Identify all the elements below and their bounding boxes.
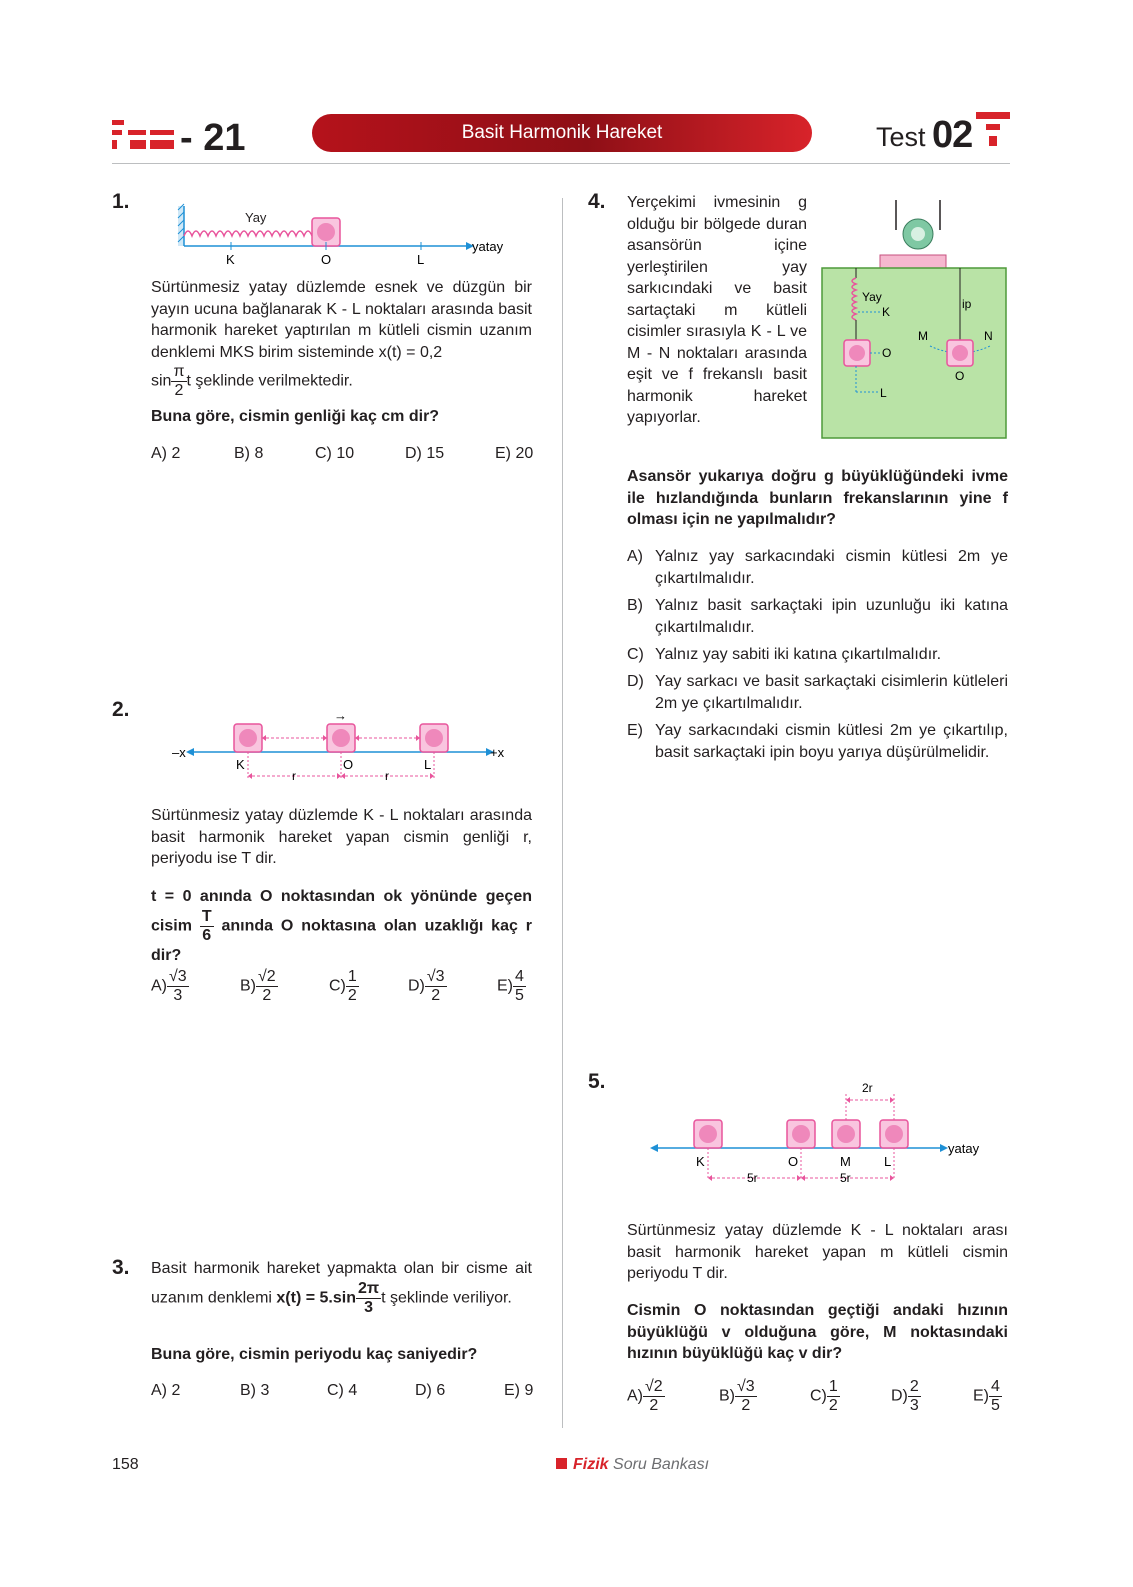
q4-option-c[interactable] xyxy=(627,644,1008,666)
q3-option-e[interactable]: E) 9 xyxy=(504,1382,534,1399)
question-1-number: 1. xyxy=(112,190,130,213)
question-4-options xyxy=(627,546,1008,769)
q4-option-d[interactable] xyxy=(627,671,1008,715)
q4-option-a-text: Yalnız yay sarkacındaki cismin kütlesi 2m ye çıkartılmalıdır. xyxy=(655,548,1008,587)
q5-option-d[interactable] xyxy=(891,1378,921,1415)
q5-option-b-num: √3 xyxy=(737,1378,755,1395)
q2-option-a[interactable] xyxy=(151,968,189,1005)
question-5-figure xyxy=(650,1078,990,1190)
q5-option-e-letter: E) xyxy=(973,1387,989,1405)
question-4-figure xyxy=(820,200,1010,442)
q2-r1-label: r xyxy=(292,769,296,783)
logo-graphic xyxy=(112,112,252,156)
q4-spring-label: Yay xyxy=(862,290,882,304)
q2-option-a-num: √3 xyxy=(169,968,187,985)
q5-option-b-letter: B) xyxy=(719,1387,735,1405)
q2-option-c[interactable] xyxy=(329,968,359,1005)
q2-option-b-den: 2 xyxy=(262,987,272,1004)
q1-frac-num: π xyxy=(173,363,185,380)
q1-spring-label: Yay xyxy=(245,210,267,225)
question-3-options xyxy=(151,1382,532,1404)
question-4-number: 4. xyxy=(588,190,606,213)
q5-option-c[interactable] xyxy=(810,1378,840,1415)
column-divider xyxy=(562,198,563,1428)
q3-equation: x(t) = 5.sin xyxy=(276,1289,356,1307)
q1-option-d[interactable]: D) 15 xyxy=(405,445,445,462)
q4-point-k: K xyxy=(882,305,891,319)
q2-point-k: K xyxy=(236,757,245,772)
book-name: Soru Bankası xyxy=(613,1456,710,1473)
q3-option-b[interactable]: B) 3 xyxy=(240,1382,270,1399)
q1-option-b[interactable]: B) 8 xyxy=(234,445,264,462)
q4-option-c-letter: C) xyxy=(627,646,644,663)
q4-option-e-text: Yay sarkacındaki cismin kütlesi 2m ye çıkartılıp, basit sarkaçtaki ipin boyu yarıya düşürülmelidir. xyxy=(655,722,1008,761)
q4-option-a[interactable] xyxy=(627,546,1008,590)
q1-text-part1: Sürtünmesiz yatay düzlemde esnek ve düzgün bir yayın ucuna bağlanarak K - L noktaları arasında basit harmonik hareket yaptırılan m kütleli cismin uzanım denklemi MKS birim sisteminde x(t) = 0,2 xyxy=(151,279,532,361)
q2-option-b[interactable] xyxy=(240,968,278,1005)
q4-point-n: N xyxy=(984,329,993,343)
topic-banner xyxy=(312,114,812,152)
question-1-options xyxy=(151,445,532,467)
q2-point-l: L xyxy=(424,757,432,772)
test-number: 02 xyxy=(932,114,973,156)
q2-prompt-fraction xyxy=(200,908,214,945)
q4-option-a-letter: A) xyxy=(627,548,643,565)
question-5-text: Sürtünmesiz yatay düzlemde K - L noktaları arası basit harmonik hareket yapan m kütleli cismin periyodu T dir. xyxy=(627,1222,1008,1282)
question-3-text xyxy=(151,1258,532,1317)
series-number: - 21 xyxy=(180,117,246,156)
q5-option-c-letter: C) xyxy=(810,1387,827,1405)
q2-option-b-num: √2 xyxy=(258,968,276,985)
q5-option-a-letter: A) xyxy=(627,1387,643,1405)
q5-point-o: O xyxy=(788,1154,799,1169)
q3-frac-den: 3 xyxy=(364,1298,374,1316)
q5-top-distance: 2r xyxy=(862,1081,873,1095)
q2-option-d[interactable] xyxy=(408,968,447,1005)
q2-frac-den: 6 xyxy=(202,926,212,944)
page-number: 158 xyxy=(112,1456,139,1473)
q1-option-e[interactable]: E) 20 xyxy=(495,445,534,462)
test-label: Test xyxy=(876,122,926,152)
q5-option-e-den: 5 xyxy=(991,1397,1000,1414)
book-title xyxy=(556,1456,709,1474)
q5-option-d-num: 2 xyxy=(909,1378,919,1395)
question-1-prompt: Buna göre, cismin genliği kaç cm dir? xyxy=(151,408,440,425)
q4-option-b[interactable] xyxy=(627,595,1008,639)
topic-title: Basit Harmonik Hareket xyxy=(461,122,663,143)
q5-option-a-den: 2 xyxy=(649,1397,659,1414)
q2-direction-arrow: → xyxy=(334,708,347,723)
q1-frac-den: 2 xyxy=(174,382,184,399)
q2-option-c-num: 1 xyxy=(347,968,357,985)
q5-option-d-den: 3 xyxy=(909,1397,919,1414)
square-bullet-icon xyxy=(556,1458,567,1469)
q5-option-e-num: 4 xyxy=(991,1378,1000,1395)
book-subject: Fizik xyxy=(573,1456,609,1473)
q2-option-d-den: 2 xyxy=(431,987,441,1004)
q5-option-d-letter: D) xyxy=(891,1387,908,1405)
header-divider xyxy=(112,163,1010,164)
q5-dist1-label: 5r xyxy=(747,1171,758,1185)
q5-option-a[interactable] xyxy=(627,1378,665,1415)
q3-option-c[interactable]: C) 4 xyxy=(327,1382,358,1399)
question-3-number: 3. xyxy=(112,1256,130,1279)
q2-option-c-letter: C) xyxy=(329,977,346,995)
q3-text-part2: t şeklinde veriliyor. xyxy=(381,1289,512,1307)
q2-option-a-letter: A) xyxy=(151,977,167,995)
q5-point-l: L xyxy=(884,1154,892,1169)
question-1-text xyxy=(151,277,532,400)
q1-point-l: L xyxy=(417,252,425,267)
q5-axis-label: yatay xyxy=(948,1141,980,1156)
q3-option-d[interactable]: D) 6 xyxy=(415,1382,446,1399)
q3-fraction xyxy=(356,1280,381,1317)
question-2-prompt xyxy=(151,886,532,966)
q1-axis-label: yatay xyxy=(472,239,504,254)
q1-point-k: K xyxy=(226,252,235,267)
q2-option-d-letter: D) xyxy=(408,977,425,995)
q2-prompt-part1: t = 0 anında O noktasından ok yönünde geçen cisim xyxy=(151,888,532,935)
q1-option-a[interactable]: A) 2 xyxy=(151,445,181,462)
q4-point-l: L xyxy=(880,386,887,400)
q5-point-m: M xyxy=(840,1154,851,1169)
q2-option-e-den: 5 xyxy=(515,987,524,1004)
q2-option-c-den: 2 xyxy=(347,987,357,1004)
question-2-text: Sürtünmesiz yatay düzlemde K - L noktaları arasında basit harmonik hareket yapan cismin genliği r, periyodu ise T dir. xyxy=(151,807,532,867)
q1-fraction xyxy=(171,363,186,400)
q2-r2-label: r xyxy=(385,769,389,783)
q4-option-b-letter: B) xyxy=(627,597,643,614)
q5-option-c-num: 1 xyxy=(828,1378,838,1395)
q2-point-o: O xyxy=(343,757,354,772)
q4-point-m: M xyxy=(918,329,928,343)
question-5-options xyxy=(627,1378,1008,1426)
q3-frac-num: 2π xyxy=(357,1279,380,1297)
question-2-figure xyxy=(170,706,510,786)
q5-option-a-num: √2 xyxy=(645,1378,663,1395)
q5-point-k: K xyxy=(696,1154,705,1169)
q2-frac-num: T xyxy=(201,907,212,925)
question-4-text: Yerçekimi ivmesinin g olduğu bir bölgede duran asansörün içine yerleştirilen yay sarkıcındaki ve basit sartaçtaki m kütleli cisimler sırasıyla K - L ve M - N noktaları arasında eşit ve f frekanslı basit harmonik hareket yapıyorlar. xyxy=(627,194,807,426)
question-3-prompt: Buna göre, cismin periyodu kaç saniyedir? xyxy=(151,1346,478,1363)
q4-point-o-right: O xyxy=(955,369,965,383)
q2-option-e-letter: E) xyxy=(497,977,513,995)
logo-mark-icon xyxy=(976,112,1010,156)
question-2-number: 2. xyxy=(112,698,130,721)
q1-option-c[interactable]: C) 10 xyxy=(315,445,355,462)
q4-option-d-text: Yay sarkacı ve basit sarkaçtaki cisimlerin kütleleri 2m ye çıkartılmalıdır. xyxy=(655,673,1008,712)
q4-point-o-left: O xyxy=(882,346,892,360)
q3-text-part1: Basit harmonik hareket yapmakta olan bir cisme ait uzanım denklemi xyxy=(151,1260,532,1307)
q3-option-a[interactable]: A) 2 xyxy=(151,1382,181,1399)
question-5-number: 5. xyxy=(588,1070,606,1093)
q1-text-sin: sin xyxy=(151,372,172,390)
q4-option-c-text: Yalnız yay sabiti iki katına çıkartılmalıdır. xyxy=(655,646,942,663)
q2-option-e-num: 4 xyxy=(515,968,524,985)
question-5-prompt: Cismin O noktasından geçtiği andaki hızının büyüklüğü v olduğuna göre, M noktasındaki hızının büyüklüğü kaç v dir? xyxy=(627,1302,1008,1362)
q2-neg-axis: –x xyxy=(172,745,186,760)
question-1-figure xyxy=(176,200,516,272)
q2-pos-axis: +x xyxy=(490,745,505,760)
q2-option-e[interactable] xyxy=(497,968,526,1005)
q4-string-label: ip xyxy=(962,297,972,311)
q1-point-o: O xyxy=(321,252,332,267)
q4-option-b-text: Yalnız basit sarkaçtaki ipin uzunluğu iki katına çıkartılmalıdır. xyxy=(655,597,1008,636)
q5-option-c-den: 2 xyxy=(828,1397,838,1414)
q4-option-e-letter: E) xyxy=(627,722,643,739)
q5-option-b-den: 2 xyxy=(741,1397,751,1414)
q5-option-b[interactable] xyxy=(719,1378,757,1415)
q4-option-d-letter: D) xyxy=(627,673,644,690)
q2-prompt-part2: anında O noktasına olan uzaklığı kaç r dir? xyxy=(151,917,532,964)
publisher-logo xyxy=(112,112,252,156)
question-4-prompt: Asansör yukarıya doğru g büyüklüğündeki ivme ile hızlandığında bunların frekanslarının yine f olması için ne yapılmalıdır? xyxy=(627,468,1008,528)
q1-text-part2: t şeklinde verilmektedir. xyxy=(186,372,353,390)
q2-option-b-letter: B) xyxy=(240,977,256,995)
q5-dist2-label: 5r xyxy=(840,1171,851,1185)
q4-option-e[interactable] xyxy=(627,720,1008,764)
q2-option-d-num: √3 xyxy=(426,968,445,985)
question-2-options xyxy=(151,968,532,1016)
q2-option-a-den: 3 xyxy=(173,987,183,1004)
q5-option-e[interactable] xyxy=(973,1378,1002,1415)
